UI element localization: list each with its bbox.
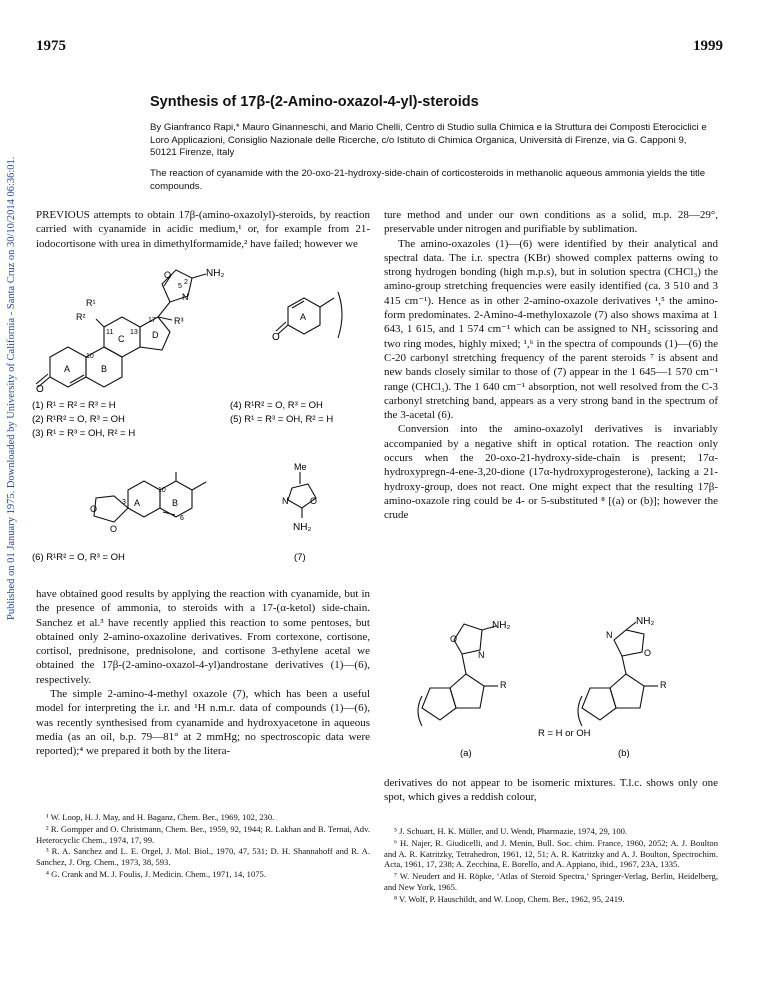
- left-column-body: [36, 587, 370, 759]
- acetal-c10: 10: [158, 487, 166, 494]
- right-column-body: [384, 208, 718, 523]
- r2-label: R²: [76, 312, 86, 322]
- isomer-scheme: [400, 616, 720, 771]
- side-watermark: [0, 20, 17, 620]
- oxazole-o: O: [164, 270, 172, 280]
- steroid-structure-figure: [30, 262, 375, 442]
- compound-2: (2) R¹R² = O, R³ = OH: [32, 414, 125, 425]
- footnote: ⁷ W. Neudert and H. Röpke, ‘Atlas of Steroid Spectra,’ Springer-Verlag, Berlin, Heidelberg, and New York, 1965.: [384, 871, 718, 892]
- paragraph: The amino-oxazoles (1)—(6) were identified by their analytical and spectral data. The i.r. spectra (KBr) showed complex patterns owing to strong hydrogen bonding (high m.p.s), but in solution spectra (CHCl₃) the amino-group stretching frequencies were easily identified (ca. 3 510 and 3 415 cm⁻¹). Hence as in other 2-amino-oxazole derivatives ¹,⁵ the amino-form predominates. 2-Amino-4-methyloxazole (7) also shows maxima at 1 643, 1 615, and 1 574 cm⁻¹ which can be assigned to NH₂ scissoring and two ring modes, highly mixed; ¹,⁶ in the spectra of compounds (1)—(6) the C-20 carbonyl stretching frequency of the parent steroids ⁷ is absent and new bands closely similar to those of (7) appear in the 1 645—1 570 cm⁻¹ range (CHCl₃). The 1 640 cm⁻¹ absorption, not well resolved from the C-3 carbonyl stretching band, appears as a very strong band in the spectrum of the 3-acetal (6).: [384, 237, 718, 422]
- c10-label: 10: [86, 353, 94, 360]
- right-column-continued: [384, 776, 718, 805]
- model-amino: NH₂: [293, 522, 312, 533]
- compound-7: (7): [294, 552, 306, 563]
- isomer-a-o: O: [450, 634, 458, 644]
- footnotes-left: [36, 812, 370, 881]
- journal-year: 1975: [36, 38, 66, 54]
- partial-ring-a: A: [300, 312, 307, 322]
- compound-4: (4) R¹R² = O, R³ = OH: [230, 400, 323, 411]
- isomer-a-amino: NH₂: [492, 620, 511, 631]
- label-a: (a): [460, 748, 472, 759]
- partial-carbonyl-o: O: [272, 332, 280, 343]
- r-definition: R = H or OH: [538, 728, 591, 739]
- acetal-c3: 3: [122, 499, 126, 506]
- acetal-ring-b: B: [172, 498, 179, 508]
- paragraph: PREVIOUS attempts to obtain 17β-(amino-oxazolyl)-steroids, by reaction carried with cyanamide in acidic medium,¹ or, for example from 21-iodocortisone with urea in dimethylformamide,² have failed; however we: [36, 209, 370, 250]
- download-note: Published on 01 January 1975. Downloaded by University of California - Santa Cruz on 30/10/2014 06:36:01.: [6, 156, 17, 620]
- ring-d-label: D: [152, 330, 159, 340]
- paragraph: have obtained good results by applying the reaction with cyanamide, but in the presence of ammonia, to steroids with a 17-(α-ketol) side-chain. Sanchez et al.³ have recently applied this reaction to some pentoses, but obtained only 2-amino-oxazoline derivatives. From cortexone, cortisone, cortisol, prednisone, prednisolone, and cortisone 3-ethylene acetal we obtained the 17β-(2-amino-oxazol-4-yl)androstane derivatives (1)—(6), respectively.: [36, 588, 370, 686]
- c11-label: 11: [106, 329, 114, 336]
- c13-label: 13: [130, 329, 138, 336]
- footnote: ³ R. A. Sanchez and L. E. Orgel, J. Mol. Biol., 1970, 47, 531; D. H. Shannahoff and R. A. Sanchez, J. Org. Chem., 1973, 38, 593.: [36, 846, 370, 868]
- acetal-c6: 6: [180, 515, 184, 522]
- paragraph: derivatives do not appear to be isomeric mixtures. T.l.c. shows only one spot, which gives a reddish colour,: [384, 777, 718, 804]
- footnote: ⁵ J. Schuart, H. K. Müller, and U. Wendt, Pharmazie, 1974, 29, 100.: [394, 826, 628, 836]
- compound-5: (5) R¹ = R³ = OH, R² = H: [230, 414, 334, 425]
- left-column-intro: [36, 208, 370, 251]
- amino-group: NH₂: [206, 268, 225, 279]
- paragraph: The simple 2-amino-4-methyl oxazole (7), which has been a useful model for interpreting the i.r. and ¹H n.m.r. data of compounds (1)—(6), was recently synthesised from cyanamide and hydroxyacetone in aqueous media (as an oil, b.p. 79—81° at 2 mmHg; no spectroscopic data were reported);⁴ we prepared it both by the litera-: [36, 688, 370, 758]
- footnote: ⁶ H. Najer, R. Giudicelli, and J. Menin, Bull. Soc. chim. France, 1960, 2052; A. J. Boulton and A. R. Katritzky, Tetrahedron, 1961, 12, 51; A. R. Katritzky and A. J. Boulton, Spectrochim. Acta, 1961, 17, 238; A. Zecchina, E. Borello, and A. Appiano, ibid., 1967, 23A, 1335.: [384, 837, 718, 870]
- acetal-ring-a: A: [134, 498, 141, 508]
- acetal-o2: O: [110, 524, 118, 534]
- model-o: O: [310, 496, 318, 506]
- isomer-b-n: N: [606, 630, 613, 640]
- author-byline: By Gianfranco Rapi,* Mauro Ginanneschi, and Mario Chelli, Centro di Studio sulla Chimica e la Struttura dei Composti Eterociclici e Loro Applicazioni, Consiglio Nazionale delle Ricerche, c/o Istituto di Chimica Organica, Università di Firenze, via G. Capponi 9, 50121 Firenze, Italy: [150, 122, 707, 158]
- oxazole-pos2: 2: [184, 279, 188, 286]
- footnote: ¹ W. Loop, H. J. May, and H. Baganz, Chem. Ber., 1969, 102, 230.: [46, 812, 275, 822]
- footnote: ⁴ G. Crank and M. J. Foulis, J. Medicin. Chem., 1971, 14, 1075.: [46, 868, 266, 879]
- r3-label: R³: [174, 316, 184, 326]
- r1-label: R¹: [86, 298, 96, 308]
- paragraph: Conversion into the amino-oxazolyl derivatives is invariably accompanied by a negative shift in optical rotation. The reaction only occurs when the 20-oxo-21-hydroxy-side-chain is present; 17α-hydroxypregn-4-ene-3,20-dione (17α-hydroxyprogesterone), lacking a 21-hydroxy-group, does not react. One might expect that the resulting 17β-amino-oxazole ring could be 4- or 5-substituted ⁸ [(a) or (b)]; however the crude: [384, 423, 718, 522]
- compound-1: (1) R¹ = R² = R³ = H: [32, 400, 116, 411]
- isomer-a-r: R: [500, 680, 507, 690]
- isomer-b-r: R: [660, 680, 667, 690]
- acetal-and-model-figure: [30, 462, 375, 570]
- compound-6: (6) R¹R² = O, R³ = OH: [32, 552, 125, 563]
- carbonyl-o: O: [36, 384, 44, 395]
- ring-a-label: A: [64, 364, 71, 374]
- oxazole-n: N: [182, 292, 189, 302]
- isomer-a-n: N: [478, 650, 485, 660]
- footnote: ⁸ V. Wolf, P. Hauschildt, and W. Loop, Chem. Ber., 1962, 95, 2419.: [394, 893, 625, 904]
- model-n: N: [282, 496, 289, 506]
- ring-b-label: B: [101, 364, 108, 374]
- label-b: (b): [618, 748, 630, 759]
- isomer-b-amino: NH₂: [636, 616, 655, 627]
- footnote: ² R. Gompper and O. Christmann, Chem. Ber., 1959, 92, 1944; R. Lakhan and B. Ternai, Adv. Heterocyclic Chem., 1974, 17, 99.: [36, 823, 370, 845]
- article-title: Synthesis of 17β-(2-Amino-oxazol-4-yl)-steroids: [150, 94, 479, 110]
- methyl-group: Me: [294, 462, 307, 472]
- paragraph: ture method and under our own conditions as a solid, m.p. 28—29°, preservable under nitrogen and purifiable by sublimation.: [384, 209, 718, 236]
- compound-3: (3) R¹ = R³ = OH, R² = H: [32, 428, 136, 439]
- abstract: The reaction of cyanamide with the 20-oxo-21-hydroxy-side-chain of corticosteroids in methanolic aqueous ammonia yields the title compounds.: [150, 168, 706, 192]
- c17-label: 17: [148, 317, 156, 324]
- isomer-b-o: O: [644, 648, 652, 658]
- footnotes-right: [384, 826, 718, 906]
- page-number: 1999: [693, 38, 723, 54]
- ring-c-label: C: [118, 334, 125, 344]
- acetal-o1: O: [90, 504, 98, 514]
- oxazole-pos5: 5: [178, 283, 182, 290]
